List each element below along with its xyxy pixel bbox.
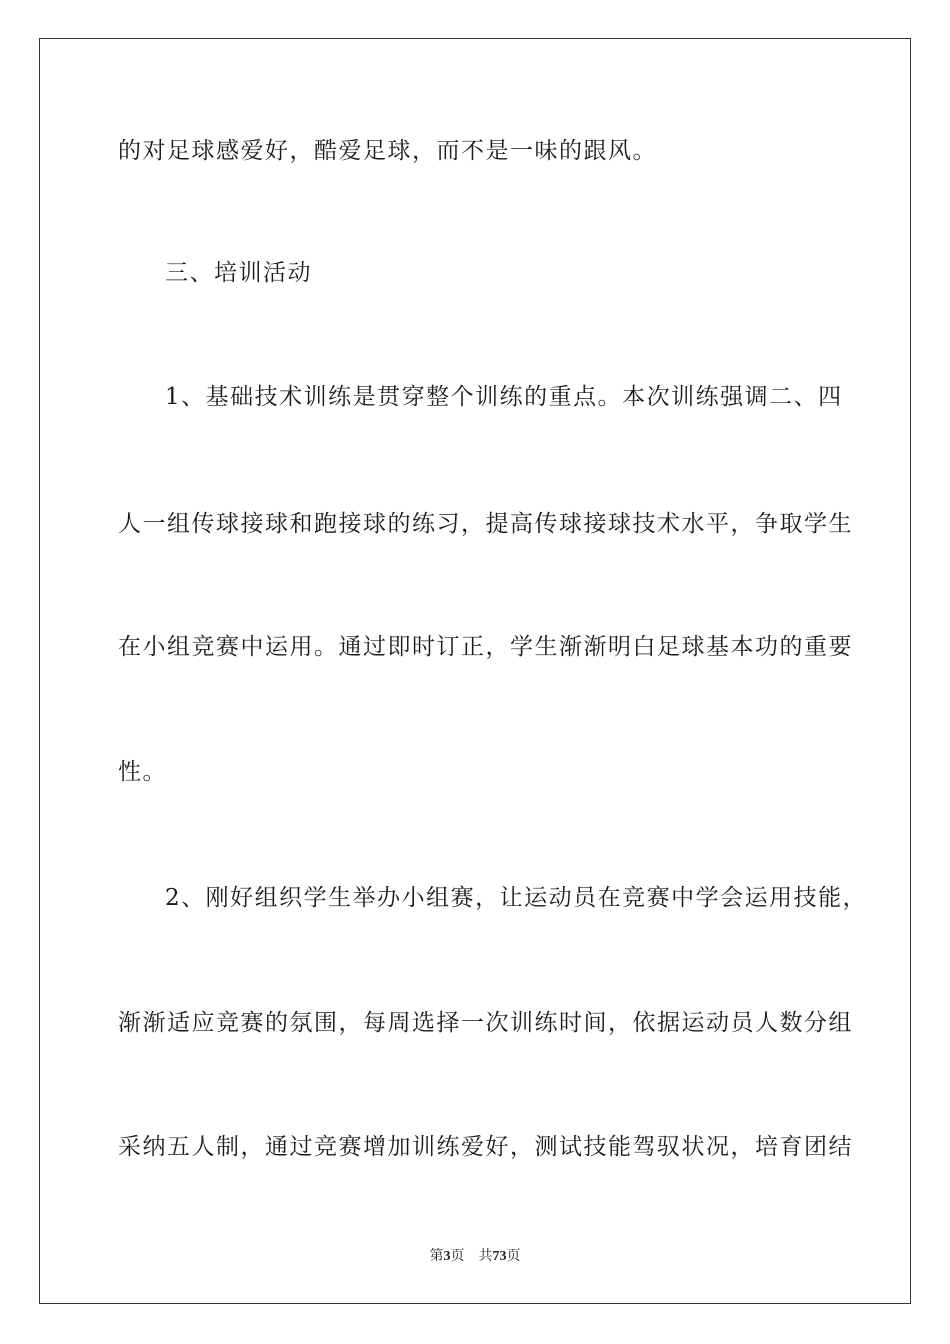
text-line: 渐渐适应竞赛的氛围，每周选择一次训练时间，依据运动员人数分组 — [118, 1010, 853, 1036]
total-prefix: 共 — [478, 1248, 493, 1264]
page-suffix: 页 — [450, 1248, 465, 1264]
text-line: 在小组竞赛中运用。通过即时订正，学生渐渐明白足球基本功的重要 — [118, 634, 853, 660]
total-suffix: 页 — [506, 1248, 521, 1264]
page-border — [39, 38, 911, 1304]
text-line: 1、基础技术训练是贯穿整个训练的重点。本次训练强调二、四 — [165, 384, 843, 410]
page-footer — [0, 1246, 950, 1267]
section-heading: 三、培训活动 — [165, 260, 312, 286]
text-line: 性。 — [118, 759, 167, 785]
current-page-number: 3 — [443, 1249, 451, 1264]
total-page-count: 73 — [492, 1249, 507, 1264]
text-line: 的对足球感爱好，酷爱足球，而不是一味的跟风。 — [118, 138, 657, 164]
text-line: 2、刚好组织学生举办小组赛，让运动员在竞赛中学会运用技能， — [165, 885, 868, 911]
text-line: 人一组传球接球和跑接球的练习，提高传球接球技术水平，争取学生 — [118, 511, 853, 537]
page-prefix: 第 — [429, 1248, 444, 1264]
text-line: 采纳五人制，通过竞赛增加训练爱好，测试技能驾驭状况，培育团结 — [118, 1134, 853, 1160]
